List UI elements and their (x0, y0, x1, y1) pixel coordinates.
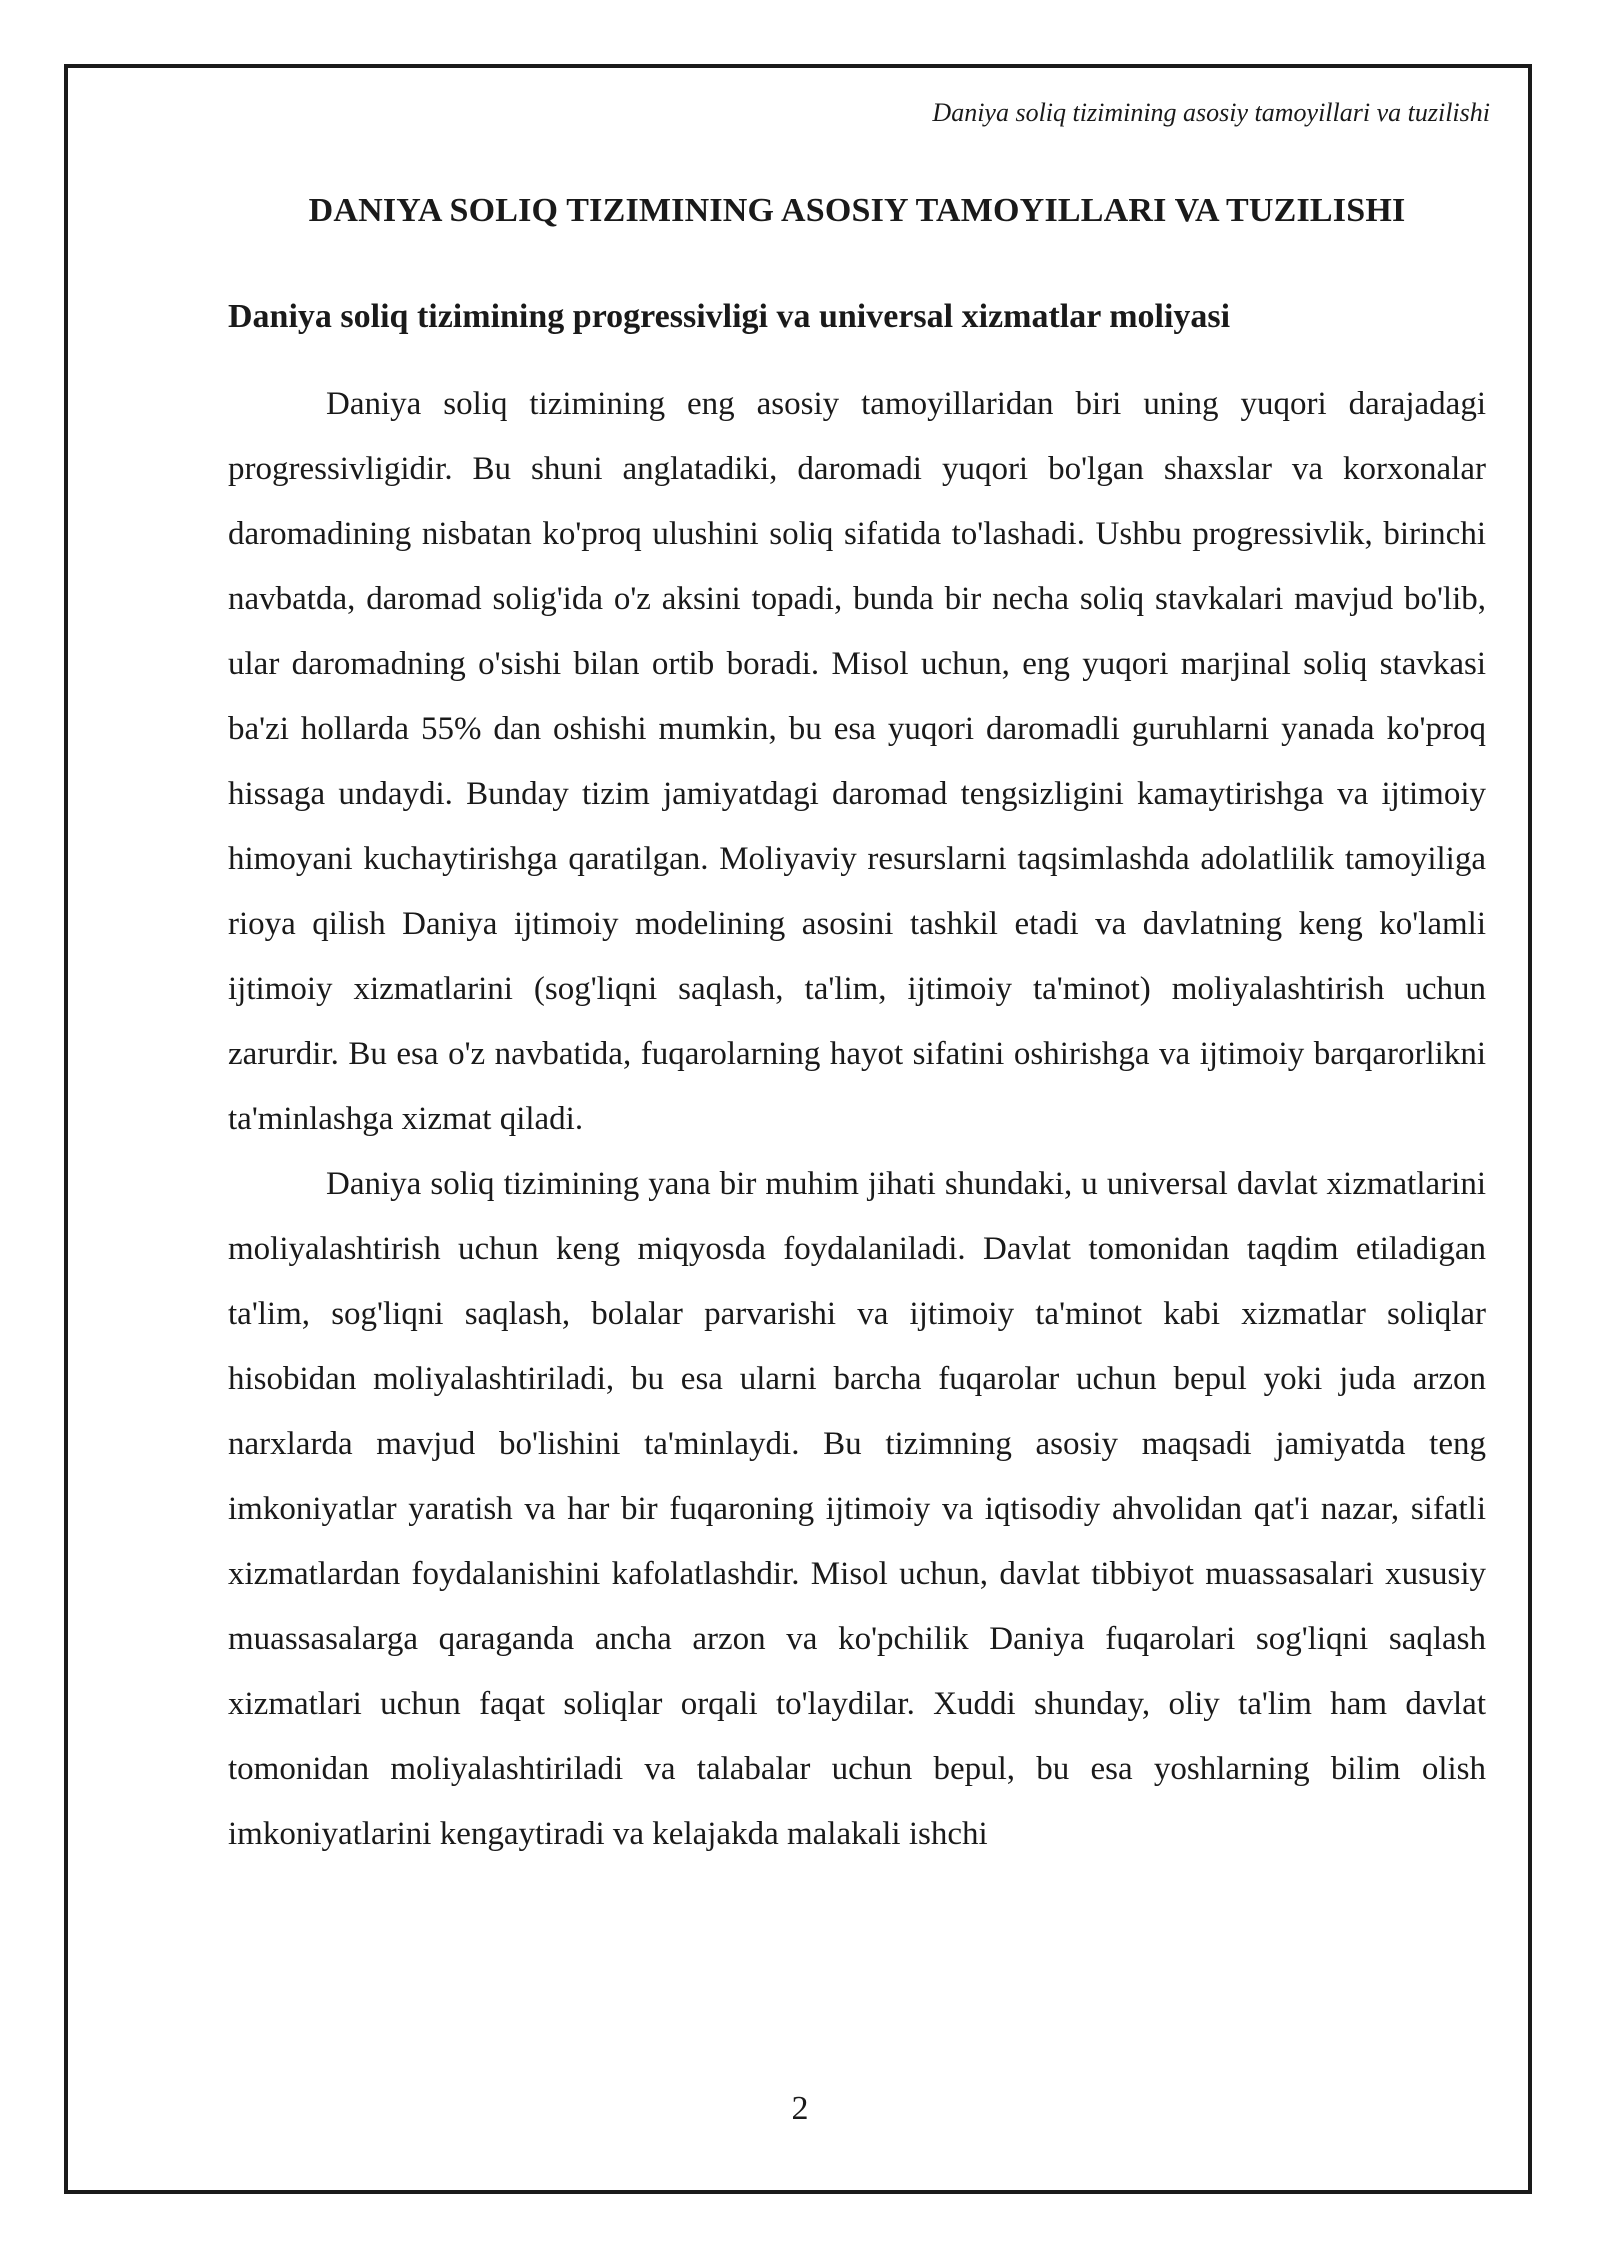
paragraph: Daniya soliq tizimining eng asosiy tamoyillaridan biri uning yuqori darajadagi progressivligidir. Bu shuni anglatadiki, daromadi yuqori bo'lgan shaxslar va korxonalar daromadining nisbatan ko'proq ulushini soliq sifatida to'lashadi. Ushbu progressivlik, birinchi navbatda, daromad solig'ida o'z aksini topadi, bunda bir necha soliq stavkalari mavjud bo'lib, ular daromadning o'sishi bilan ortib boradi. Misol uchun, eng yuqori marjinal soliq stavkasi ba'zi hollarda 55% dan oshishi mumkin, bu esa yuqori daromadli guruhlarni yanada ko'proq hissaga undaydi. Bunday tizim jamiyatdagi daromad tengsizligini kamaytirishga va ijtimoiy himoyani kuchaytirishga qaratilgan. Moliyaviy resurslarni taqsimlashda adolatlilik tamoyiliga rioya qilish Daniya ijtimoiy modelining asosini tashkil etadi va davlatning keng ko'lamli ijtimoiy xizmatlarini (sog'liqni saqlash, ta'lim, ijtimoiy ta'minot) moliyalashtirish uchun zarurdir. Bu esa o'z navbatida, fuqarolarning hayot sifatini oshirishga va ijtimoiy barqarorlikni ta'minlashga xizmat qiladi. (228, 386, 1486, 1137)
running-header: Daniya soliq tizimining asosiy tamoyillari va tuzilishi (932, 98, 1490, 127)
body-text (228, 372, 1486, 1867)
page-number: 2 (791, 2090, 809, 2127)
document-title: DANIYA SOLIQ TIZIMINING ASOSIY TAMOYILLARI VA TUZILISHI (308, 192, 1406, 229)
paragraph: Daniya soliq tizimining yana bir muhim jihati shundaki, u universal davlat xizmatlarini moliyalashtirish uchun keng miqyosda foydalaniladi. Davlat tomonidan taqdim etiladigan ta'lim, sog'liqni saqlash, bolalar parvarishi va ijtimoiy ta'minot kabi xizmatlar soliqlar hisobidan moliyalashtiriladi, bu esa ularni barcha fuqarolar uchun bepul yoki juda arzon narxlarda mavjud bo'lishini ta'minlaydi. Bu tizimning asosiy maqsadi jamiyatda teng imkoniyatlar yaratish va har bir fuqaroning ijtimoiy va iqtisodiy ahvolidan qat'i nazar, sifatli xizmatlardan foydalanishini kafolatlashdir. Misol uchun, davlat tibbiyot muassasalari xususiy muassasalarga qaraganda ancha arzon va ko'pchilik Daniya fuqarolari sog'liqni saqlash xizmatlari uchun faqat soliqlar orqali to'laydilar. Xuddi shunday, oliy ta'lim ham davlat tomonidan moliyalashtiriladi va talabalar uchun bepul, bu esa yoshlarning bilim olish imkoniyatlarini kengaytiradi va kelajakda malakali ishchi (228, 1166, 1486, 1852)
section-heading: Daniya soliq tizimining progressivligi va universal xizmatlar moliyasi (228, 298, 1231, 335)
